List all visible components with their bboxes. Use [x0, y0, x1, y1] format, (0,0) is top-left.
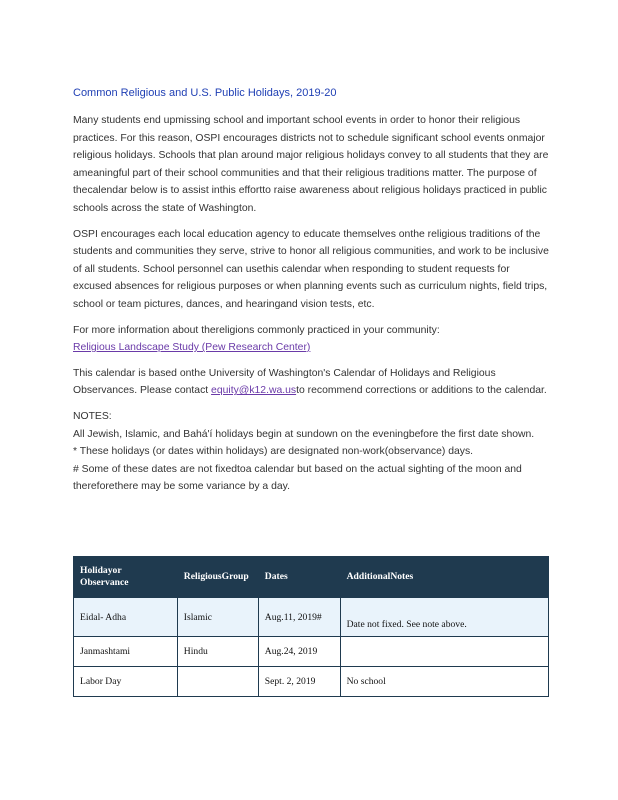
table-row	[74, 598, 549, 637]
guidance-paragraph: OSPI encourages each local education agency to educate themselves onthe religious traditions of the students and communities they serve, strive to honor all religious communities, and work to be inclusive of all students. School personnel can usethis calendar when responding to student requests for excused absences for religious purposes or when planning events such as curriculum nights, field trips, school or team pictures, dances, and hearingand vision tests, etc.	[73, 228, 549, 310]
note-sundown: All Jewish, Islamic, and Bahá'í holidays begin at sundown on the eveningbefore the first date shown.	[73, 428, 535, 440]
header-notes: AdditionalNotes	[340, 557, 548, 598]
more-info-paragraph	[73, 322, 549, 357]
cell-holiday: Janmashtami	[74, 637, 178, 667]
table-row	[74, 667, 549, 697]
cell-group: Hindu	[177, 637, 258, 667]
cell-holiday: Labor Day	[74, 667, 178, 697]
note-non-work: * These holidays (or dates within holidays) are designated non-work(observance) days.	[73, 446, 474, 458]
document-body	[73, 86, 549, 496]
cell-notes: No school	[340, 667, 548, 697]
table-header-row	[74, 557, 549, 598]
cell-group	[177, 667, 258, 697]
note-moon-sighting: # Some of these dates are not fixedtoa calendar but based on the actual sighting of the moon and thereforethere may be some variance by a day.	[73, 463, 522, 493]
table-row	[74, 637, 549, 667]
cell-date: Aug.11, 2019#	[258, 598, 340, 637]
header-dates: Dates	[258, 557, 340, 598]
cell-group: Islamic	[177, 598, 258, 637]
cell-holiday: Eidal- Adha	[74, 598, 178, 637]
notes-section	[73, 408, 549, 496]
intro-paragraph: Many students end upmissing school and important school events in order to honor their religious practices. For this reason, OSPI encourages districts not to schedule significant school events onmajor religious holidays. Schools that plan around major religious holidays convey to all students that they are ameaningful part of their school communities and that their religious traditions matter. The purpose of thecalendar below is to assist inthis effortto raise awareness about religious holidays practiced in public schools across the state of Washington.	[73, 115, 549, 214]
equity-email-link[interactable]: equity@k12.wa.us	[211, 385, 297, 397]
calendar-source-text-end: to recommend corrections or additions to the calendar.	[296, 385, 547, 397]
page-title: Common Religious and U.S. Public Holidays, 2019-20	[73, 87, 337, 99]
header-religious-group: ReligiousGroup	[177, 557, 258, 598]
calendar-source-text: This calendar is based onthe University of Washington's Calendar of Holidays and Religious Observances. Please contact	[73, 367, 496, 397]
calendar-source-paragraph	[73, 365, 549, 400]
holiday-table	[73, 556, 549, 697]
notes-heading: NOTES:	[73, 410, 112, 422]
header-holiday: Holidayor Observance	[74, 557, 178, 598]
cell-notes: Date not fixed. See note above.	[340, 598, 548, 637]
pew-study-link[interactable]: Religious Landscape Study (Pew Research Center)	[73, 342, 311, 354]
more-info-text: For more information about thereligions commonly practiced in your community:	[73, 324, 440, 336]
cell-date: Aug.24, 2019	[258, 637, 340, 667]
cell-notes	[340, 637, 548, 667]
cell-date: Sept. 2, 2019	[258, 667, 340, 697]
